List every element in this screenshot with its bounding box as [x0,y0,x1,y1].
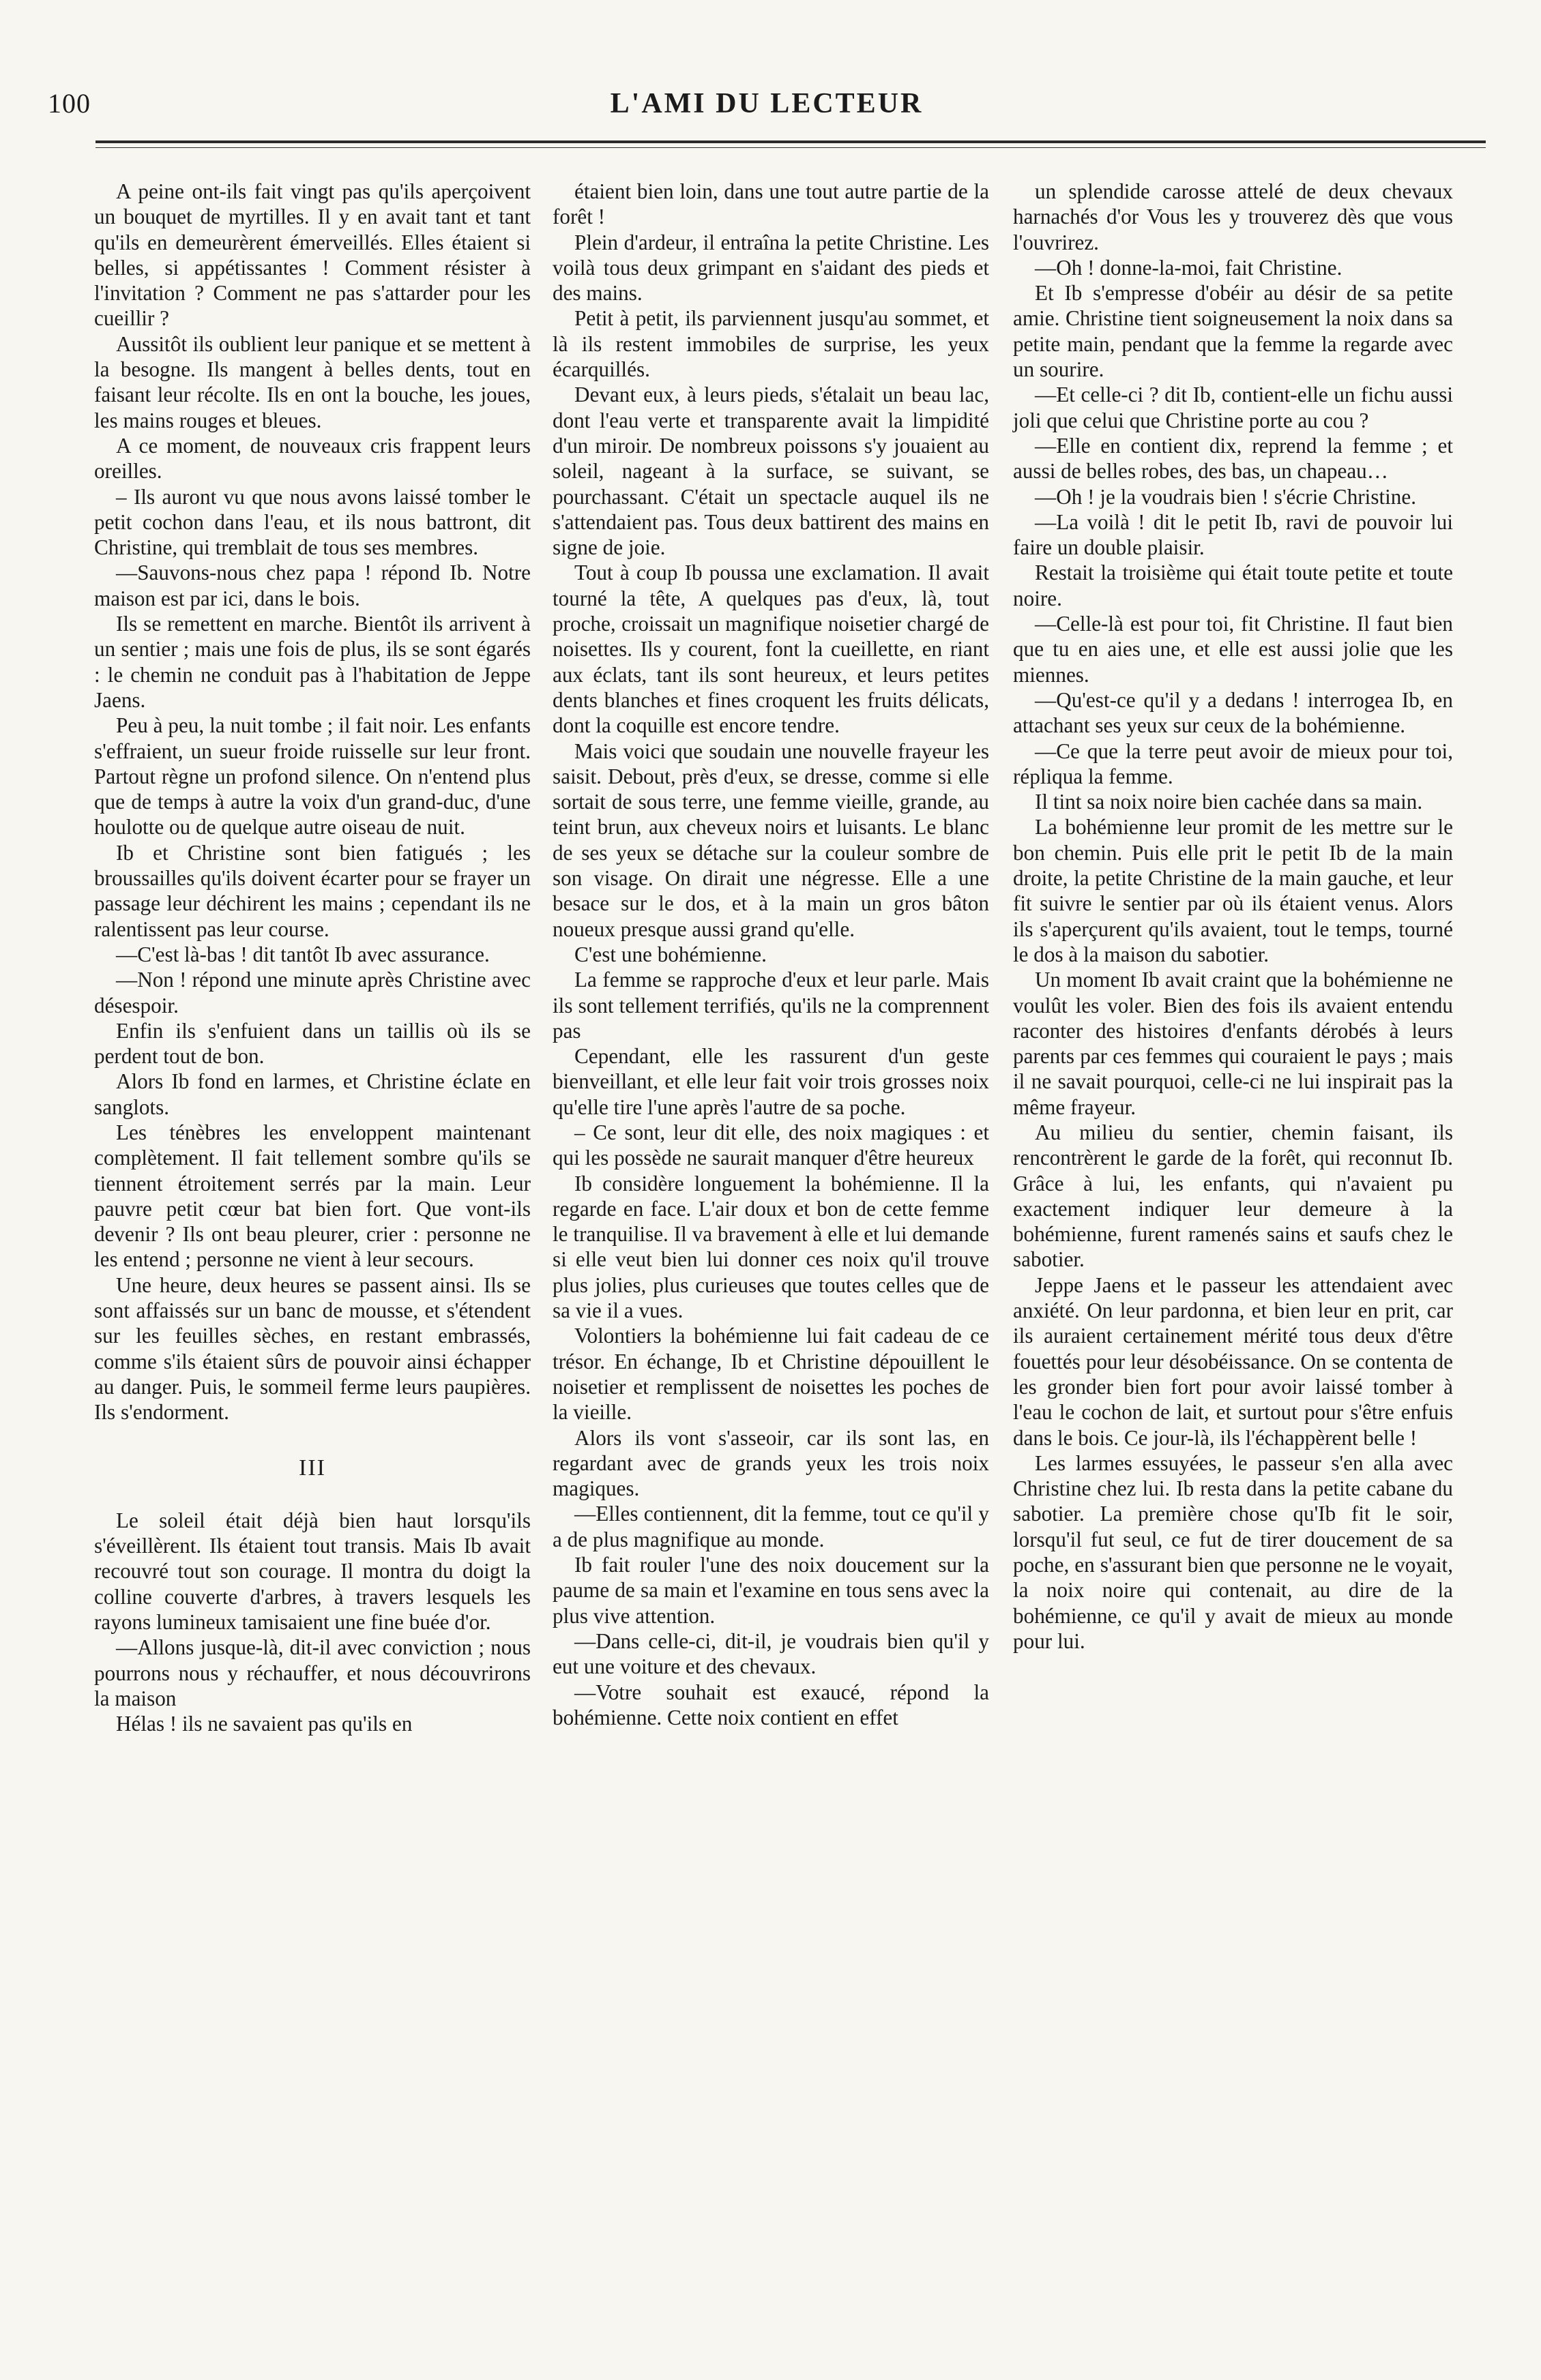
paragraph: Restait la troisième qui était toute petite et toute noire. [1013,561,1453,610]
paragraph: Au milieu du sentier, chemin faisant, ils rencontrèrent le garde de la forêt, qui reconnut Ib. Grâce à lui, les enfants, qui n'avaient pu exactement indiquer leur demeure à la bohémienne, furent ramenés sains et saufs chez le sabotier. [1013,1120,1453,1272]
paragraph: Ib considère longuement la bohémienne. Il la regarde en face. L'air doux et bon de cette femme le tranquilise. Il va bravement à elle et lui demande si elle veut bien lui donner ces noix qu'il trouve plus jolies, plus curieuses que toutes celles que de sa vie il a vues. [553,1171,989,1323]
paragraph: Alors ils vont s'asseoir, car ils sont las, en regardant avec de grands yeux les trois noix magiques. [553,1425,989,1501]
paragraph: Et Ib s'empresse d'obéir au désir de sa petite amie. Christine tient soigneusement la noix dans sa petite main, pendant que la femme la regarde avec un sourire. [1013,281,1453,382]
paragraph: C'est une bohémienne. [574,942,767,966]
paragraph: —Allons jusque-là, dit-il avec conviction ; nous pourrons nous y réchauffer, et nous découvrirons la maison [94,1635,531,1710]
paragraph: —Qu'est-ce qu'il y a dedans ! interrogea Ib, en attachant ses yeux sur ceux de la bohémienne. [1013,687,1453,738]
paragraph: Ils se remettent en marche. Bientôt ils arrivent à un sentier ; mais une fois de plus, ils se sont égarés : le chemin ne conduit pas à l'habitation de Jeppe Jaens. [94,612,531,712]
paragraph: Alors Ib fond en larmes, et Christine éclate en sanglots. [94,1069,531,1119]
paragraph: —Elle en contient dix, reprend la femme ; et aussi de belles robes, des bas, un chapeau… [1013,433,1453,484]
paragraph: Devant eux, à leurs pieds, s'étalait un beau lac, dont l'eau verte et transparente avait la limpidité d'un miroir. De nombreux poissons s'y jouaient au soleil, nageant à la surface, se suivant, se pourchassant. C'était un spectacle auquel ils ne s'attendaient pas. Tous deux battirent des mains en signe de joie. [553,383,989,560]
header-rule-thin [96,147,1486,148]
paragraph: A ce moment, de nouveaux cris frappent leurs oreilles. [94,433,531,484]
section-heading: III [299,1455,326,1481]
page-number: 100 [48,88,91,119]
paragraph: un splendide carosse attelé de deux chevaux harnachés d'or Vous les y trouverez dès que vous l'ouvrirez. [1013,179,1453,254]
paragraph: —Non ! répond une minute après Christine avec désespoir. [94,968,531,1017]
paragraph: —Oh ! je la voudrais bien ! s'écrie Christine. [1035,484,1417,509]
paragraph: Il tint sa noix noire bien cachée dans sa main. [1035,790,1423,814]
paragraph: A peine ont-ils fait vingt pas qu'ils aperçoivent un bouquet de myrtilles. Il y en avait tant et tant qu'ils en demeurèrent émerveillés. Elles étaient si belles, si appétissantes ! Comment résister à l'invitation ? Comment ne pas s'attarder pour les cueillir ? [94,179,531,331]
paragraph: Peu à peu, la nuit tombe ; il fait noir. Les enfants s'effraient, un sueur froide ruisselle sur leur front. Partout règne un profond silence. On n'entend plus que de temps à autre la voix d'un grand-duc, d'une houlotte ou de quelque autre oiseau de nuit. [94,713,531,839]
paragraph: Ib et Christine sont bien fatigués ; les broussailles qu'ils doivent écarter pour se frayer un passage leur déchirent les mains ; cependant ils ne ralentissent pas leur course. [94,840,531,941]
paragraph: Ib fait rouler l'une des noix doucement sur la paume de sa main et l'examine en tous sens avec la plus vive attention. [553,1553,989,1628]
text-column-2 [553,179,989,1730]
running-title: L'AMI DU LECTEUR [610,88,924,119]
paragraph: Un moment Ib avait craint que la bohémienne ne voulût les voler. Bien des fois ils avaient entendu raconter des histoires d'enfants dérobés à leurs parents par ces femmes qui couraient le pays ; mais il ne savait pourquoi, celle-ci ne lui inspirait pas la même frayeur. [1013,968,1453,1119]
paragraph: Les larmes essuyées, le passeur s'en alla avec Christine chez lui. Ib resta dans la petite cabane du sabotier. La première chose qu'Ib fit le soir, lorsqu'il fut seul, ce fut de tirer doucement de sa poche, en s'assurant bien que personne ne le voyait, la noix noire qui contenait, au dire de la bohémienne, ce qu'il y avait de mieux au monde pour lui. [1013,1451,1453,1653]
paragraph: Les ténèbres les enveloppent maintenant complètement. Il fait tellement sombre qu'ils se tiennent étroitement serrés par la main. Leur pauvre petit cœur bat bien fort. Que vont-ils devenir ? Ils ont beau pleurer, crier : personne ne les entend ; personne ne vient à leur secours. [94,1120,531,1272]
paragraph: Petit à petit, ils parviennent jusqu'au sommet, et là ils restent immobiles de surprise, les yeux écarquillés. [553,306,989,382]
text-column-3 [1013,179,1453,1654]
page-header [48,87,1486,128]
paragraph: —Dans celle-ci, dit-il, je voudrais bien qu'il y eut une voiture et des chevaux. [553,1628,989,1679]
paragraph: Tout à coup Ib poussa une exclamation. Il avait tourné la tête, A quelques pas d'eux, là, tout proche, croissait un magnifique noisetier chargé de noisettes. Ils y courent, font la cueillette, en riant aux éclats, tant ils sont heureux, et leurs petites dents blanches et fines croquent les fruits délicats, dont la coquille est encore tendre. [553,561,989,738]
paragraph: —Votre souhait est exaucé, répond la bohémienne. Cette noix contient en effet [553,1680,989,1729]
paragraph: —Ce que la terre peut avoir de mieux pour toi, répliqua la femme. [1013,739,1453,788]
paragraph: – Ils auront vu que nous avons laissé tomber le petit cochon dans l'eau, et ils nous battront, dit Christine, qui tremblait de tous ses membres. [94,484,531,560]
paragraph: Jeppe Jaens et le passeur les attendaient avec anxiété. On leur pardonna, et bien leur en prit, car ils auraient certainement mérité tous deux d'être fouettés pour leur désobéissance. On se contenta de les gronder bien fort pour avoir laissé tomber à l'eau le cochon de lait, et surtout pour s'être enfuis dans le bois. Ce jour-là, ils l'échappèrent belle ! [1013,1273,1453,1450]
paragraph: —Elles contiennent, dit la femme, tout ce qu'il y a de plus magnifique au monde. [553,1502,989,1551]
paragraph: —Sauvons-nous chez papa ! répond Ib. Notre maison est par ici, dans le bois. [94,561,531,610]
paragraph: Enfin ils s'enfuient dans un taillis où ils se perdent tout de bon. [94,1018,531,1069]
paragraph: La femme se rapproche d'eux et leur parle. Mais ils sont tellement terrifiés, qu'ils ne la comprennent pas [553,968,989,1043]
paragraph: étaient bien loin, dans une tout autre partie de la forêt ! [553,179,989,229]
paragraph: Hélas ! ils ne savaient pas qu'ils en [116,1712,413,1736]
paragraph: —La voilà ! dit le petit Ib, ravi de pouvoir lui faire un double plaisir. [1013,509,1453,560]
paragraph: Plein d'ardeur, il entraîna la petite Christine. Les voilà tous deux grimpant en s'aidant des pieds et des mains. [553,230,989,306]
paragraph: La bohémienne leur promit de les mettre sur le bon chemin. Puis elle prit le petit Ib de la main droite, la petite Christine de la main gauche, et leur fit suivre le sentier par où ils étaient venus. Alors ils s'aperçurent qu'ils avaient, tout le temps, tourné le dos à la maison du sabotier. [1013,815,1453,966]
paragraph: Cependant, elle les rassurent d'un geste bienveillant, et elle leur fait voir trois grosses noix qu'elle tire l'une après l'autre de sa poche. [553,1044,989,1119]
paragraph: —Celle-là est pour toi, fit Christine. Il faut bien que tu en aies une, et elle est aussi jolie que les miennes. [1013,612,1453,687]
paragraph: Une heure, deux heures se passent ainsi. Ils se sont affaissés sur un banc de mousse, et s'étendent sur les feuilles sèches, en restant embrassés, comme s'ils étaient sûrs de pouvoir ainsi échapper au danger. Puis, le sommeil ferme leurs paupières. Ils s'endorment. [94,1273,531,1425]
paragraph: Mais voici que soudain une nouvelle frayeur les saisit. Debout, près d'eux, se dresse, comme si elle sortait de sous terre, une femme vieille, grande, au teint brun, aux cheveux noirs et luisants. Le blanc de ses yeux se détache sur la couleur sombre de son visage. On dirait une négresse. Elle a une besace sur le dos, et à la main un gros bâton noueux presque aussi grand qu'elle. [553,739,989,941]
paragraph: —Oh ! donne-la-moi, fait Christine. [1035,255,1342,280]
paragraph: —Et celle-ci ? dit Ib, contient-elle un fichu aussi joli que celui que Christine porte au cou ? [1013,383,1453,432]
text-column-1 [94,179,531,1737]
paragraph: – Ce sont, leur dit elle, des noix magiques : et qui les possède ne saurait manquer d'être heureux [553,1120,989,1170]
paragraph: —C'est là-bas ! dit tantôt Ib avec assurance. [116,942,490,966]
paragraph: Aussitôt ils oublient leur panique et se mettent à la besogne. Ils mangent à belles dents, tout en faisant leur récolte. Ils en ont la bouche, les joues, les mains rouges et bleues. [94,331,531,432]
paragraph: Volontiers la bohémienne lui fait cadeau de ce trésor. En échange, Ib et Christine dépouillent le noisetier et remplissent de noisettes les poches de la vieille. [553,1324,989,1425]
paragraph: Le soleil était déjà bien haut lorsqu'ils s'éveillèrent. Ils étaient tout transis. Mais Ib avait recouvré tout son courage. Il montra du doigt la colline couverte d'arbres, à travers lesquels les rayons lumineux tamisaient une fine buée d'or. [94,1508,531,1635]
header-rule-thick [96,140,1486,143]
